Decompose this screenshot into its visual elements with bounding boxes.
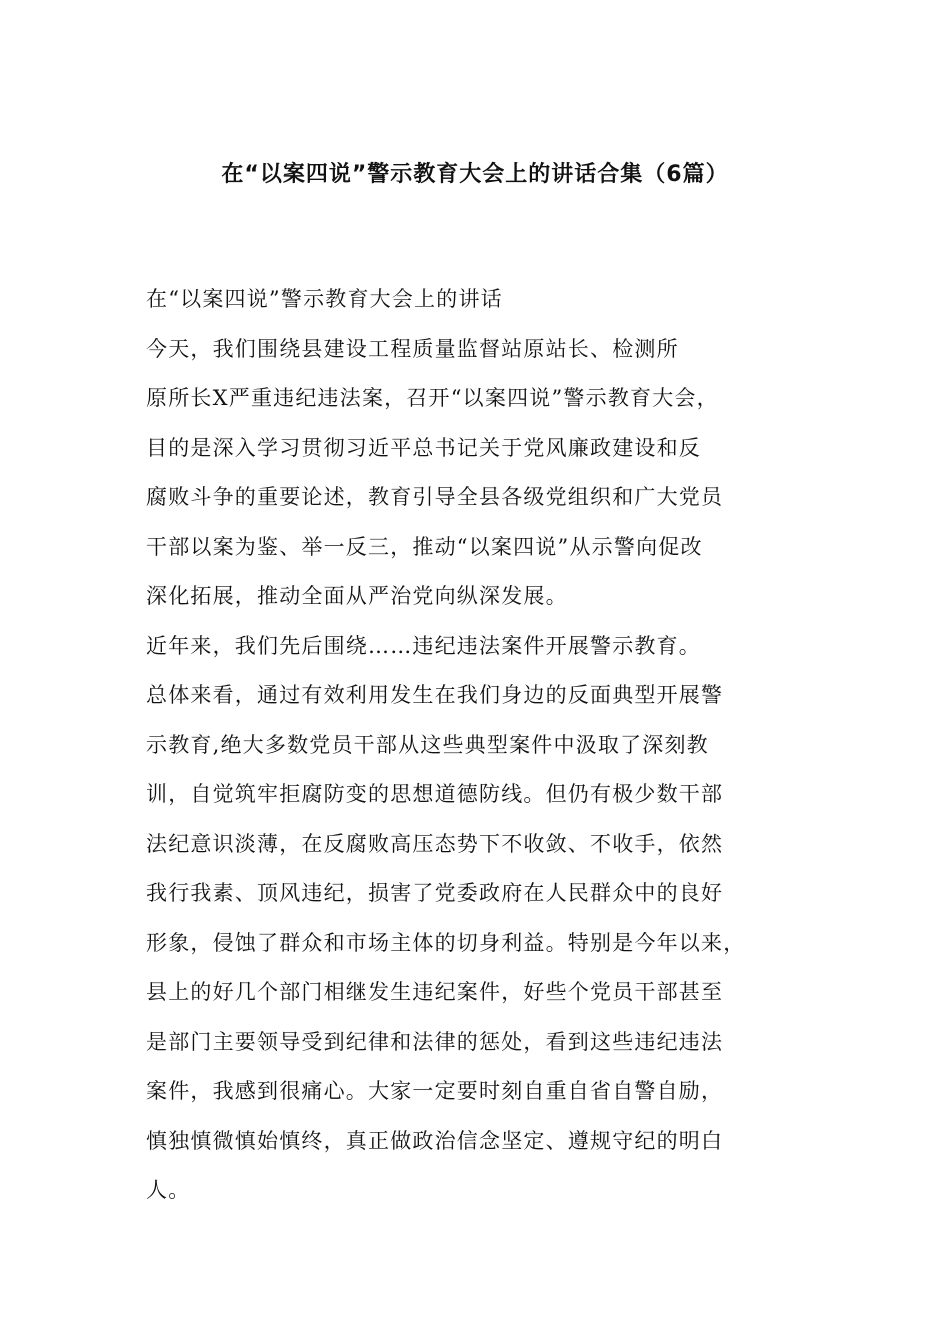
body-line: 深化拓展，推动全面从严治党向纵深发展。: [146, 584, 568, 608]
body-line: 腐败斗争的重要论述，教育引导全县各级党组织和广大党员: [146, 485, 724, 509]
body-line: 县上的好几个部门相继发生违纪案件，好些个党员干部甚至: [146, 980, 724, 1004]
document-title: 在“以案四说”警示教育大会上的讲话合集（6篇）: [221, 162, 729, 187]
body-line: 案件，我感到很痛心。大家一定要时刻自重自省自警自励，: [146, 1079, 724, 1103]
body-line: 我行我素、顶风违纪，损害了党委政府在人民群众中的良好: [146, 881, 724, 905]
body-line: 是部门主要领导受到纪律和法律的惩处，看到这些违纪违法: [146, 1030, 724, 1054]
body-line: 干部以案为鉴、举一反三，推动“以案四说”从示警向促改: [146, 535, 703, 559]
body-line: 今天，我们围绕县建设工程质量监督站原站长、检测所: [146, 337, 679, 361]
body-line: 近年来，我们先后围绕……违纪违法案件开展警示教育。: [146, 634, 701, 658]
body-line: 人。: [146, 1178, 191, 1202]
body-line: 目的是深入学习贯彻习近平总书记关于党风廉政建设和反: [146, 436, 701, 460]
body-line: 训，自觉筑牢拒腐防变的思想道德防线。但仍有极少数干部: [146, 782, 724, 806]
body-line: 示教育,绝大多数党员干部从这些典型案件中汲取了深刻教: [146, 733, 709, 757]
body-line: 法纪意识淡薄，在反腐败高压态势下不收敛、不收手，依然: [146, 832, 724, 856]
section-heading: 在“以案四说”警示教育大会上的讲话: [146, 287, 503, 311]
body-line: 总体来看，通过有效利用发生在我们身边的反面典型开展警: [146, 683, 724, 707]
body-line: 形象，侵蚀了群众和市场主体的切身利益。特别是今年以来，: [146, 931, 746, 955]
body-line: 原所长X严重违纪违法案，召开“以案四说”警示教育大会，: [146, 386, 719, 410]
body-line: 慎独慎微慎始慎终，真正做政治信念坚定、遵规守纪的明白: [146, 1129, 724, 1153]
